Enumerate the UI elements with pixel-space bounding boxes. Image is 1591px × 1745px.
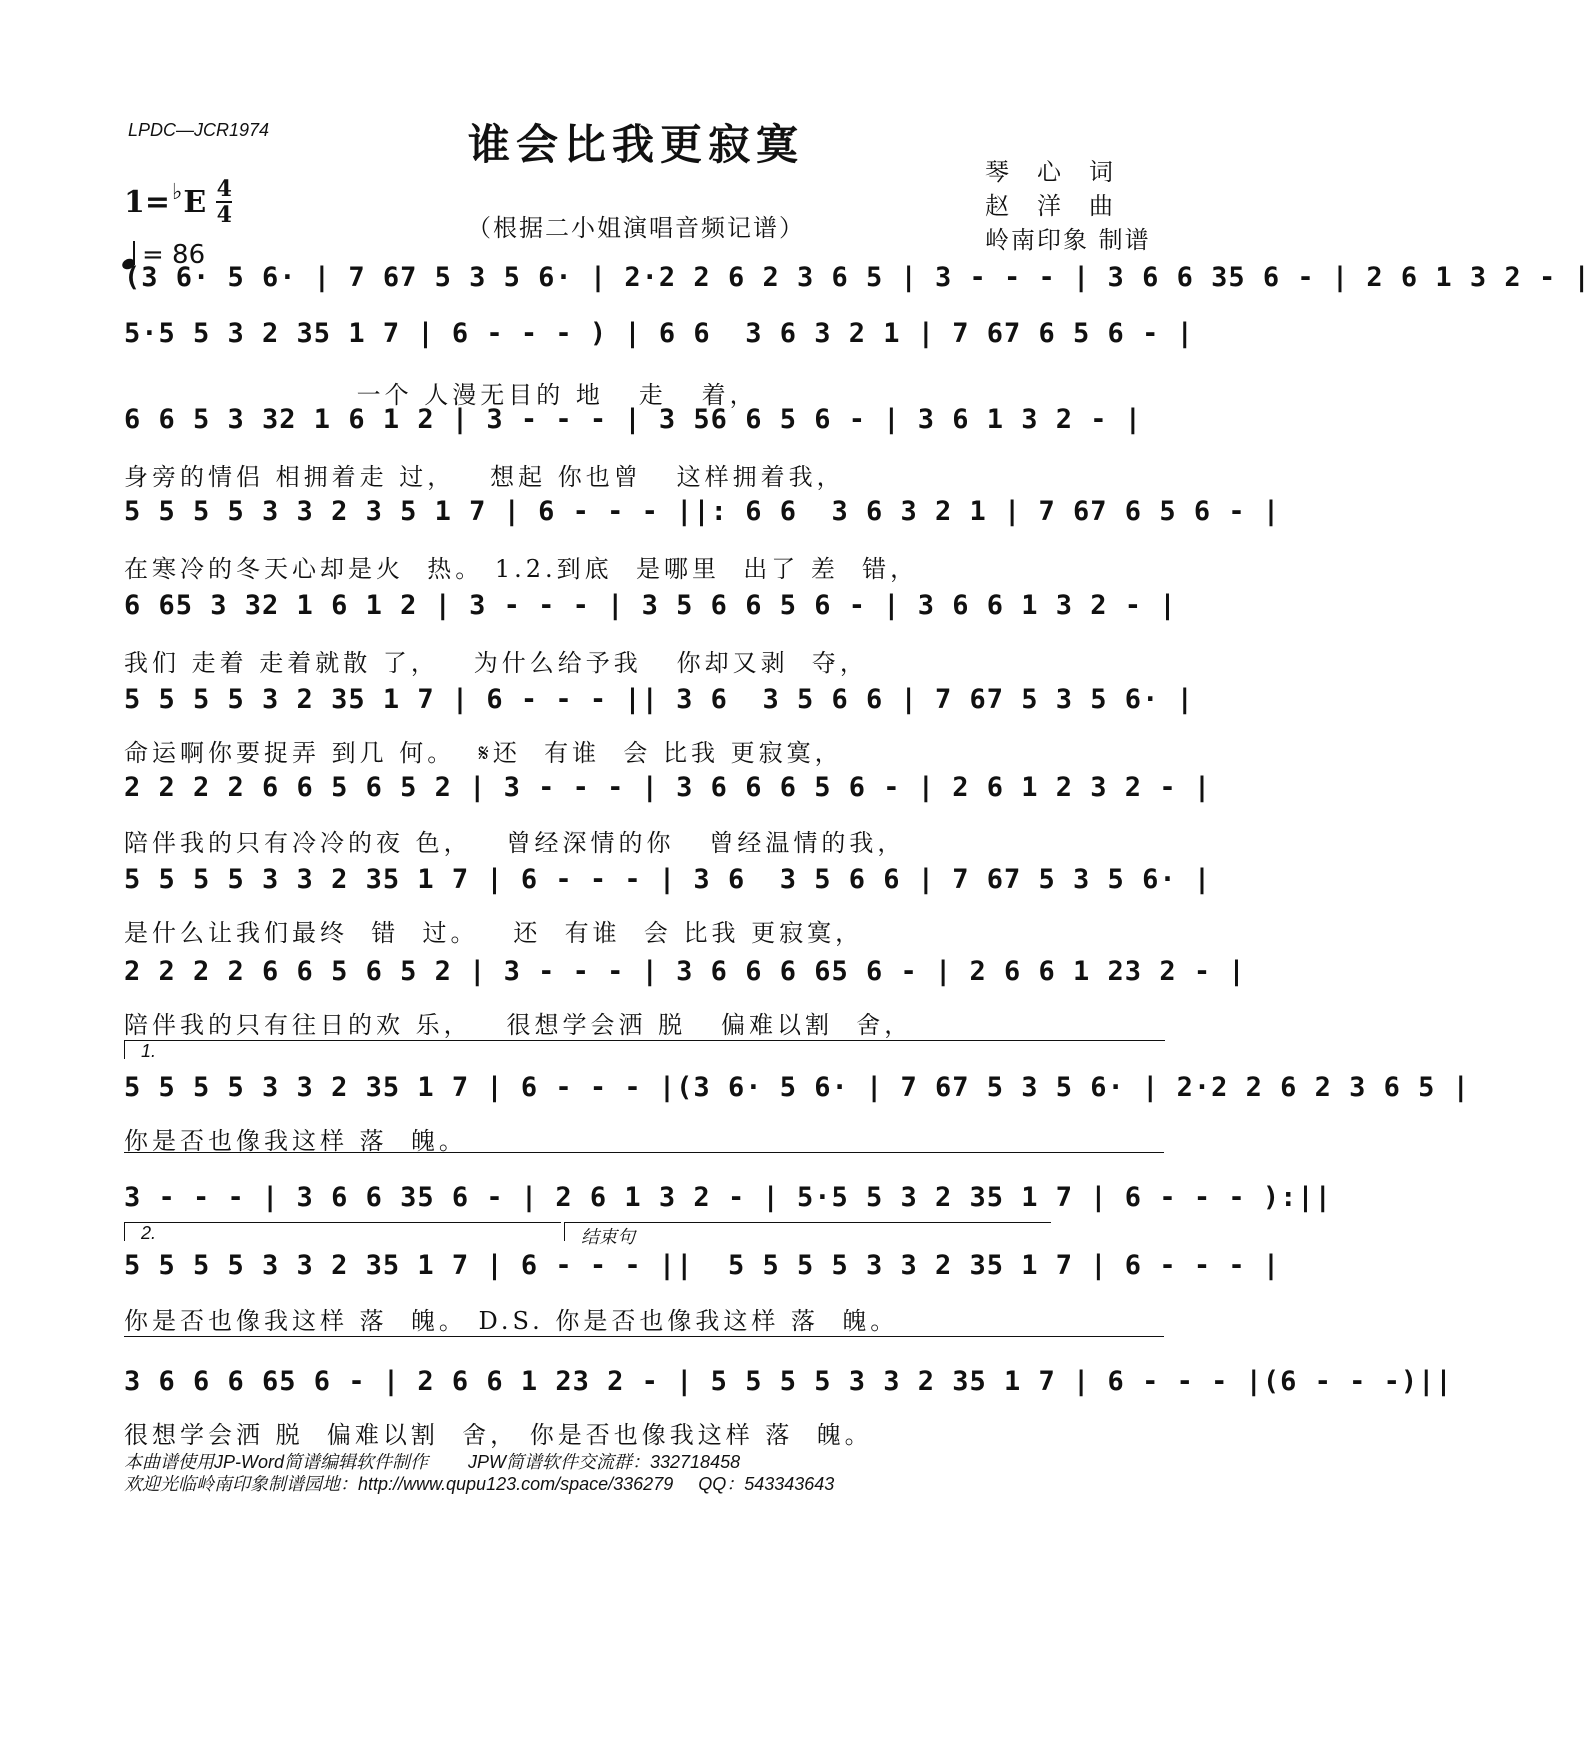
lyrics-row: 陪伴我的只有冷冷的夜 色， 曾经深情的你 曾经温情的我， — [124, 829, 906, 857]
system-9 — [124, 956, 1246, 1040]
notation-row: 6 6 5 3 32 1 6 1 2 | 3 - - - | 3 56 6 5 6 - | 3 6 1 3 2 - | — [124, 404, 1143, 435]
second-ending-bracket: 2. — [124, 1222, 561, 1241]
lyricist-credit: 琴 心 词 — [985, 158, 1115, 186]
system-11 — [124, 1182, 1332, 1213]
first-ending-bracket: 1. — [124, 1040, 1165, 1059]
arranger-credit: 岭南印象 制谱 — [985, 226, 1151, 254]
key-prefix: 1= — [124, 184, 171, 220]
lyrics-row: 身旁的情侣 相拥着走 过， 想起 你也曾 这样拥着我， — [124, 463, 845, 491]
lyrics-row: 在寒冷的冬天心却是火 热。 1.2.到底 是哪里 出了 差 错， — [124, 555, 919, 583]
lyrics-row: 一个 人漫无目的 地 走 着， — [124, 381, 758, 409]
system-8 — [124, 864, 1212, 948]
lyrics-row: 你是否也像我这样 落 魄。 D.S. 你是否也像我这样 落 魄。 — [124, 1307, 899, 1335]
lyrics-row: 你是否也像我这样 落 魄。 — [124, 1127, 467, 1155]
notation-row: 3 6 6 6 65 6 - | 2 6 6 1 23 2 - | 5 5 5 5 3 3 2 35 1 7 | 6 - - - |(6 - - -)|| — [124, 1366, 1453, 1397]
notation-row: 5 5 5 5 3 3 2 35 1 7 | 6 - - - | 3 6 3 5 6 6 | 7 67 5 3 5 6· | — [124, 864, 1212, 895]
key-note: E — [183, 184, 207, 220]
notation-row: (3 6· 5 6· | 7 67 5 3 5 6· | 2·2 2 6 2 3 6 5 | 3 - - - | 3 6 6 35 6 - | 2 6 1 3 2 - | — [124, 262, 1591, 293]
coda-bracket-line — [124, 1336, 1164, 1337]
notation-row: 5 5 5 5 3 3 2 3 5 1 7 | 6 - - - ||: 6 6 3 6 3 2 1 | 7 67 6 5 6 - | — [124, 496, 1281, 527]
notation-row: 5·5 5 3 2 35 1 7 | 6 - - - ) | 6 6 3 6 3 2 1 | 7 67 6 5 6 - | — [124, 318, 1194, 349]
footer-line-2: 欢迎光临岭南印象制谱园地：http://www.qupu123.com/space/336279 QQ：543343643 — [124, 1474, 835, 1494]
system-5 — [124, 590, 1177, 678]
system-12 — [124, 1250, 1281, 1336]
time-top: 4 — [216, 176, 232, 202]
composer-credit: 赵 洋 曲 — [985, 192, 1115, 220]
footer-line-1: 本曲谱使用JP-Word简谱编辑软件制作 JPW简谱软件交流群：332718458 — [124, 1452, 741, 1472]
lyrics-row: 命运啊你要捉弄 到几 何。 𝄋还 有谁 会 比我 更寂寞， — [124, 739, 843, 767]
system-13 — [124, 1366, 1453, 1450]
notation-row: 2 2 2 2 6 6 5 6 5 2 | 3 - - - | 3 6 6 6 65 6 - | 2 6 6 1 23 2 - | — [124, 956, 1246, 987]
tempo-value: = 86 — [142, 240, 206, 270]
lyrics-row: 是什么让我们最终 错 过。 还 有谁 会 比我 更寂寞， — [124, 919, 864, 947]
lyrics-row: 很想学会洒 脱 偏难以割 舍， 你是否也像我这样 落 魄。 — [124, 1421, 873, 1449]
system-3 — [124, 404, 1164, 492]
notation-row: 5 5 5 5 3 3 2 35 1 7 | 6 - - - || 5 5 5 5 3 3 2 35 1 7 | 6 - - - | — [124, 1250, 1281, 1281]
score-code: LPDC—JCR1974 — [128, 120, 270, 140]
lyrics-row: 陪伴我的只有往日的欢 乐， 很想学会洒 脱 偏难以割 舍， — [124, 1011, 913, 1039]
time-signature — [216, 178, 232, 226]
system-6 — [124, 684, 1194, 768]
subtitle: （根据二小姐演唱音频记谱） — [467, 214, 805, 242]
flat-sign: ♭ — [172, 179, 183, 205]
notation-row: 5 5 5 5 3 3 2 35 1 7 | 6 - - - |(3 6· 5 6· | 7 67 5 3 5 6· | 2·2 2 6 2 3 6 5 | — [124, 1072, 1470, 1103]
system-10 — [124, 1072, 1470, 1156]
repeat-bracket-line — [124, 1152, 1164, 1153]
system-7 — [124, 772, 1212, 858]
system-4 — [124, 496, 1281, 584]
system-1 — [124, 262, 1591, 293]
lyrics-row: 我们 走着 走着就散 了， 为什么给予我 你却又剥 夺， — [124, 649, 868, 677]
coda-bracket: 结束句 — [564, 1222, 1051, 1241]
notation-row: 2 2 2 2 6 6 5 6 5 2 | 3 - - - | 3 6 6 6 5 6 - | 2 6 1 2 3 2 - | — [124, 772, 1212, 803]
key-signature — [124, 178, 232, 226]
song-title: 谁会比我更寂寞 — [467, 120, 804, 169]
notation-row: 3 - - - | 3 6 6 35 6 - | 2 6 1 3 2 - | 5·5 5 3 2 35 1 7 | 6 - - - ):|| — [124, 1182, 1332, 1213]
system-2 — [124, 318, 1194, 410]
notation-row: 6 65 3 32 1 6 1 2 | 3 - - - | 3 5 6 6 5 6 - | 3 6 6 1 3 2 - | — [124, 590, 1177, 621]
time-bottom: 4 — [216, 202, 232, 228]
notation-row: 5 5 5 5 3 2 35 1 7 | 6 - - - || 3 6 3 5 6 6 | 7 67 5 3 5 6· | — [124, 684, 1194, 715]
